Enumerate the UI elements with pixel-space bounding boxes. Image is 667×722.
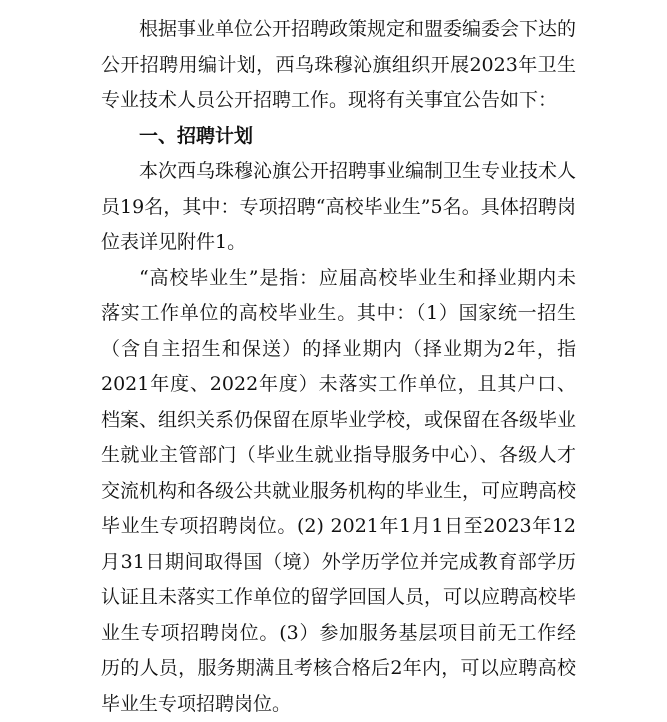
recruitment-plan-paragraph: 本次西乌珠穆沁旗公开招聘事业编制卫生专业技术人员19名，其中：专项招聘“高校毕业生”5名。具体招聘岗位表详见附件1。 xyxy=(101,154,576,261)
graduate-definition-paragraph: “高校毕业生”是指：应届高校毕业生和择业期内未落实工作单位的高校毕业生。其中：（1）国家统一招生（含自主招生和保送）的择业期内（择业期为2年，指2021年度、2022年度）未落实工作单位，且其户口、档案、组织关系仍保留在原毕业学校，或保留在各级毕业生就业主管部门（毕业生就业指导服务中心）、各级人才交流机构和各级公共就业服务机构的毕业生，可应聘高校毕业生专项招聘岗位。(2) 2021年1月1日至2023年12月31日期间取得国（境）外学历学位并完成教育部学历认证且未落实工作单位的留学回国人员，可以应聘高校毕业生专项招聘岗位。(3）参加服务基层项目前无工作经历的人员，服务期满且考核合格后2年内，可以应聘高校毕业生专项招聘岗位。 xyxy=(101,261,576,722)
document-body xyxy=(101,12,576,722)
intro-paragraph: 根据事业单位公开招聘政策规定和盟委编委会下达的公开招聘用编计划，西乌珠穆沁旗组织开展2023年卫生专业技术人员公开招聘工作。现将有关事宜公告如下： xyxy=(101,12,576,119)
section-heading-recruitment-plan: 一、招聘计划 xyxy=(101,119,576,155)
